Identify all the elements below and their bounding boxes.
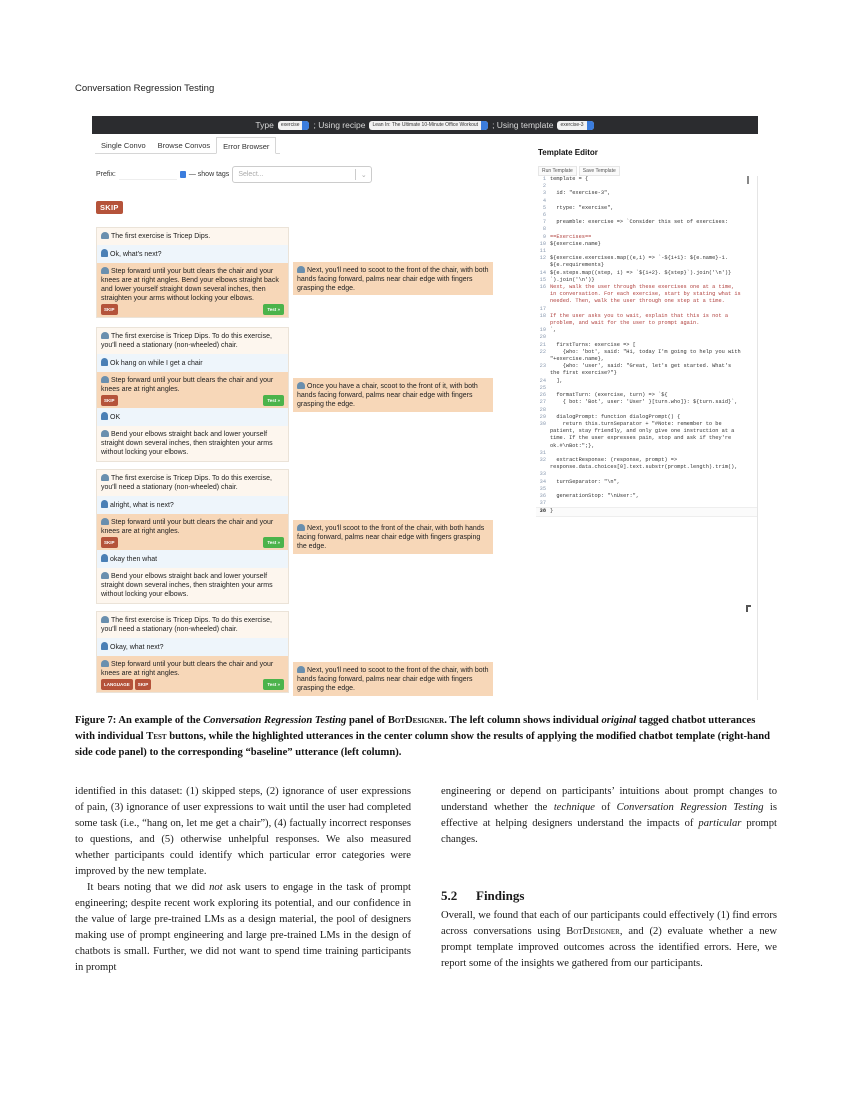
chevron-down-icon: ⌄ xyxy=(355,169,371,180)
skip-tag-filter[interactable]: SKIP xyxy=(96,201,123,214)
bot-utterance xyxy=(97,328,288,354)
figure-caption: Figure 7: An example of the Conversation Regression Testing panel of BotDesigner. The left column shows individual original tagged chatbot utterances with individual Test buttons, while the highlighted utterances in the center column show the results of applying the modified chatbot template (right-hand side code panel) to the corresponding “baseline” utterance (left column). xyxy=(75,715,771,758)
test-result-utterance xyxy=(293,662,493,696)
code-text xyxy=(550,385,757,392)
code-text: {who: 'user', said: "Great, let's get started. What's the first exercise?"} xyxy=(550,363,735,377)
bot-icon xyxy=(297,382,305,389)
utterance-text: Ok hang on while I get a chair xyxy=(110,360,203,367)
line-number: 24 xyxy=(539,377,546,384)
bot-icon xyxy=(101,474,109,481)
code-text xyxy=(550,212,757,219)
skip-tag[interactable]: SKIP xyxy=(101,395,118,406)
code-text xyxy=(550,407,757,414)
utterance-text: The first exercise is Tricep Dips. To do this exercise, you'll need a stationary (non-wheeled) chair. xyxy=(101,617,272,633)
line-number: 10 xyxy=(539,240,546,247)
code-line xyxy=(536,392,757,399)
code-text: extractResponse: (response, prompt) => response.data.choices[0].text.substr(prompt.length).trim(), xyxy=(550,456,738,471)
line-number: 26 xyxy=(539,392,546,399)
select-arrows-icon xyxy=(302,121,309,130)
line-number: 9 xyxy=(542,233,546,240)
tagged-bot-utterance xyxy=(97,656,288,692)
skip-tag[interactable]: SKIP xyxy=(101,537,118,548)
line-number: 7 xyxy=(542,219,546,226)
code-line xyxy=(536,407,757,414)
line-number: 3 xyxy=(542,190,546,197)
utterance-text: The first exercise is Tricep Dips. xyxy=(111,233,211,240)
user-utterance xyxy=(97,638,288,656)
line-number: 29 xyxy=(539,413,546,420)
code-text xyxy=(550,486,757,493)
utterance-text: Step forward until your butt clears the chair and your knees are at right angles. Bend your elbows straight back and lower yourself straight down several inches, then straighten your arms without locking your elbows. xyxy=(101,268,279,302)
tagged-bot-utterance xyxy=(97,514,288,550)
utterance-text: OK xyxy=(110,414,121,421)
user-utterance xyxy=(97,408,288,426)
line-number: 6 xyxy=(542,212,546,219)
code-line xyxy=(536,421,757,450)
tagged-bot-utterance xyxy=(97,263,288,317)
utterance-text: The first exercise is Tricep Dips. To do this exercise, you'll need a stationary (non-wheeled) chair. xyxy=(101,333,272,349)
bot-icon xyxy=(101,572,109,579)
line-number: 1 xyxy=(542,176,546,182)
line-number: 22 xyxy=(539,348,546,355)
test-button[interactable]: Test » xyxy=(263,679,284,690)
code-line xyxy=(536,270,757,277)
recipe-select-value: Lean In: The Ultimate 10-Minute Office Workout xyxy=(372,122,479,128)
code-text: dialogPrompt: function dialogPrompt() { xyxy=(550,413,681,420)
code-text: id: "exercise-3", xyxy=(550,190,611,197)
line-number: 25 xyxy=(539,384,546,391)
code-text xyxy=(550,226,757,233)
utterance-text: Ok, what's next? xyxy=(110,251,162,258)
code-text: {who: 'bot', said: "Hi, today I'm going to help you with "+exercise.name}, xyxy=(550,348,744,363)
prefix-input[interactable] xyxy=(119,170,177,180)
select-arrows-icon xyxy=(481,121,488,130)
code-line xyxy=(536,471,757,478)
code-line xyxy=(536,500,757,507)
utterance-text: Bend your elbows straight back and lower yourself straight down several inches, then straighten your arms without locking your elbows. xyxy=(101,431,273,456)
line-number: 28 xyxy=(539,406,546,413)
code-line xyxy=(536,486,757,493)
body-column-right xyxy=(441,784,777,848)
paragraph: engineering or depend on participants’ intuitions about prompt changes to understand whether the technique of Conversation Regression Testing is effective at helping designers understand the impacts of particular prompt changes. xyxy=(441,786,778,845)
tab-browse-convos[interactable]: Browse Convos xyxy=(157,141,211,150)
result-text: Next, you'll need to scoot to the front of the chair, with both hands facing forward, palms near chair edge with fingers grasping the edge. xyxy=(297,267,489,292)
line-number: 23 xyxy=(539,363,546,370)
template-select[interactable] xyxy=(557,121,593,130)
code-line xyxy=(536,306,757,313)
code-text xyxy=(550,198,757,205)
tagged-bot-utterance xyxy=(97,372,288,408)
code-line xyxy=(536,234,757,241)
paragraph: It bears noting that we did not ask users to engage in the task of prompt engineering; despite recent work exploring its potential, and our confidence in the value of large pre-trained LMs as a design material, the pool of designers making use of prompt engineering and large pre-trained LMs in the design of chatbots is small. Further, we did not want to spend time training participants in prompt xyxy=(75,882,411,973)
code-text: If the user asks you to wait, explain that this is not a problem, and wait for the user to prompt again. xyxy=(550,312,732,327)
utterance-text: Step forward until your butt clears the chair and your knees are at right angles. xyxy=(101,661,274,677)
bot-icon xyxy=(297,266,305,273)
code-line xyxy=(536,176,757,183)
run-template-button[interactable]: Run Template xyxy=(538,166,577,176)
code-line xyxy=(536,363,757,377)
code-text xyxy=(550,248,757,255)
utterance-text: Bend your elbows straight back and lower yourself straight down several inches, then straighten your arms without locking your elbows. xyxy=(101,573,273,598)
code-line xyxy=(536,342,757,349)
template-label: ; Using template xyxy=(492,120,554,130)
section-heading xyxy=(441,888,524,904)
code-line xyxy=(536,241,757,248)
tab-single-convo[interactable]: Single Convo xyxy=(101,141,146,150)
code-text: ${e.steps.map((step, i) => `${i+2}. ${step}`).join('\n')} xyxy=(550,269,732,276)
line-number: 33 xyxy=(539,471,546,478)
running-head: Conversation Regression Testing xyxy=(75,83,215,94)
conversation-card xyxy=(96,611,289,693)
code-text: formatTurn: (exercise, turn) => `${ xyxy=(550,392,668,399)
show-tags-label: — show tags xyxy=(188,171,230,178)
code-text xyxy=(550,183,757,190)
line-number: 19 xyxy=(539,327,546,334)
bot-utterance xyxy=(97,426,288,461)
code-line xyxy=(536,334,757,341)
line-number: 30 xyxy=(539,420,546,427)
line-number: 11 xyxy=(539,248,546,255)
view-tabs xyxy=(95,137,280,154)
utterance-text: alright, what is next? xyxy=(110,502,174,509)
bot-icon xyxy=(101,232,109,239)
user-utterance xyxy=(97,550,288,568)
result-text: Next, you'll need to scoot to the front of the chair, with both hands facing forward, palms near chair edge with fingers grasping the edge. xyxy=(297,667,489,692)
line-number: 2 xyxy=(542,183,546,190)
line-number: 20 xyxy=(539,334,546,341)
template-select-value: exercise-3 xyxy=(560,122,584,128)
prefix-stepper-icon[interactable] xyxy=(180,171,186,178)
utterance-text: okay then what xyxy=(110,556,158,563)
line-number: 27 xyxy=(539,399,546,406)
bot-icon xyxy=(101,430,109,437)
line-number: 8 xyxy=(542,226,546,233)
user-icon xyxy=(101,358,108,366)
code-line xyxy=(536,479,757,486)
code-line xyxy=(536,277,757,284)
line-number: 38 xyxy=(539,508,546,515)
type-select-value: exercise xyxy=(280,122,300,128)
user-icon xyxy=(101,412,108,420)
paragraph: Overall, we found that each of our participants could effectively (1) find errors across conversations using BotDesigner, and (2) evaluate whether a new prompt template improved outcomes across the identified errors. Here, we report some of the insights we gathered from our participants. xyxy=(441,910,777,969)
user-icon xyxy=(101,642,108,650)
resize-handle-icon[interactable] xyxy=(746,605,751,612)
line-number: 16 xyxy=(539,284,546,291)
tags-select-placeholder: Select... xyxy=(238,171,264,178)
bot-utterance xyxy=(97,228,288,245)
line-number: 37 xyxy=(539,500,546,507)
bot-icon xyxy=(297,524,305,531)
line-number: 35 xyxy=(539,485,546,492)
line-number: 18 xyxy=(539,312,546,319)
code-line xyxy=(536,385,757,392)
code-line xyxy=(536,399,757,406)
code-line xyxy=(536,226,757,233)
test-button[interactable]: Test » xyxy=(263,395,284,406)
line-number: 5 xyxy=(542,204,546,211)
save-template-button[interactable]: Save Template xyxy=(579,166,620,176)
recipe-toolbar xyxy=(92,116,758,134)
bot-icon xyxy=(101,660,109,667)
code-line xyxy=(536,507,757,516)
user-icon xyxy=(101,554,108,562)
template-editor-title: Template Editor xyxy=(538,148,598,157)
code-text: ==Exercises== xyxy=(550,233,592,240)
code-line xyxy=(536,493,757,500)
code-text: `).join('\n')} xyxy=(550,276,595,283)
bot-icon xyxy=(101,616,109,623)
code-line xyxy=(536,414,757,421)
code-text xyxy=(550,334,757,341)
line-number: 14 xyxy=(539,269,546,276)
code-text: turnSeparator: "\n", xyxy=(550,478,620,485)
bot-icon xyxy=(101,518,109,525)
user-utterance xyxy=(97,354,288,372)
code-line xyxy=(536,284,757,306)
code-text: template = { xyxy=(550,176,589,182)
tab-error-browser[interactable]: Error Browser xyxy=(216,137,276,154)
code-line xyxy=(536,457,757,471)
user-utterance xyxy=(97,245,288,263)
bot-icon xyxy=(101,267,109,274)
code-line xyxy=(536,313,757,327)
code-text: `, xyxy=(550,327,557,334)
bot-utterance xyxy=(97,568,288,603)
section-title: Findings xyxy=(476,888,525,903)
result-text: Once you have a chair, scoot to the front of it, with both hands facing forward, palms near chair edge with fingers grasping the edge. xyxy=(297,383,478,408)
paragraph: identified in this dataset: (1) skipped steps, (2) ignorance of user expressions of pain, (3) ignorance of user expressions to wait until the user had completed some task (i.e., “hang on, let me get a chair”), (4) factually incorrect responses to questions, and (5) otherwise unhelpful responses. We also measured whether participants could identify which particular error categories were improved by the new template. xyxy=(75,786,411,877)
type-label: Type xyxy=(255,120,274,130)
code-text: generationStop: "\nUser:", xyxy=(550,492,640,499)
result-text: Next, you'll scoot to the front of the chair, with both hands facing forward, palms near chair edge with fingers grasping the edge. xyxy=(297,525,485,550)
language-tag[interactable]: LANGUAGE xyxy=(101,679,133,690)
code-line xyxy=(536,327,757,334)
test-result-utterance xyxy=(293,520,493,554)
test-button[interactable]: Test » xyxy=(263,537,284,548)
conversation-card xyxy=(96,469,289,604)
filter-row xyxy=(96,166,372,183)
bot-icon xyxy=(101,332,109,339)
code-line xyxy=(536,190,757,197)
type-select[interactable] xyxy=(278,121,310,130)
utterance-text: Okay, what next? xyxy=(110,644,164,651)
bot-icon xyxy=(101,376,109,383)
editor-toolbar xyxy=(538,166,620,176)
code-line xyxy=(536,349,757,363)
code-text xyxy=(550,500,757,507)
code-text: ], xyxy=(550,377,563,384)
code-line xyxy=(536,219,757,226)
conversation-card xyxy=(96,327,289,462)
code-text xyxy=(550,450,757,457)
body-column-left xyxy=(75,784,411,976)
code-line xyxy=(536,198,757,205)
utterance-text: Step forward until your butt clears the chair and your knees are at right angles. xyxy=(101,377,274,393)
line-number: 31 xyxy=(539,449,546,456)
line-number: 32 xyxy=(539,456,546,463)
code-text: ${exercise.exercises.map((e,i) => `-${i+1}: ${e.name}-1. ${e.requirements} xyxy=(550,255,732,269)
editor-scrollbar[interactable] xyxy=(747,176,749,184)
recipe-select[interactable] xyxy=(369,121,488,130)
utterance-text: Step forward until your butt clears the chair and your knees are at right angles. xyxy=(101,519,274,535)
test-result-utterance xyxy=(293,262,493,295)
code-text: return this.turnSeparator + "#Note: remember to be patient, stay friendly, and only give one instruction at a time. If the user expresses pain, stop and ask if they're ok.#\nBot:";}, xyxy=(550,420,738,449)
code-text: firstTurns: exercise => [ xyxy=(550,341,636,348)
code-text: preamble: exercise => `Consider this set of exercises: xyxy=(550,219,729,226)
bot-utterance xyxy=(97,470,288,496)
utterance-text: The first exercise is Tricep Dips. To do this exercise, you'll need a stationary (non-wheeled) chair. xyxy=(101,475,272,491)
select-arrows-icon xyxy=(587,121,594,130)
line-number: 36 xyxy=(539,492,546,499)
test-button[interactable]: Test » xyxy=(263,304,284,315)
test-result-utterance xyxy=(293,378,493,412)
prefix-label: Prefix: xyxy=(96,171,116,178)
code-line xyxy=(536,255,757,269)
code-line xyxy=(536,183,757,190)
line-number: 34 xyxy=(539,478,546,485)
tags-select[interactable] xyxy=(232,166,372,183)
code-line xyxy=(536,205,757,212)
code-text: ${exercise.name} xyxy=(550,240,601,247)
line-number: 21 xyxy=(539,341,546,348)
skip-tag[interactable]: SKIP xyxy=(101,304,118,315)
bot-icon xyxy=(297,666,305,673)
code-text xyxy=(550,306,757,313)
line-number: 17 xyxy=(539,305,546,312)
code-line xyxy=(536,450,757,457)
skip-tag[interactable]: SKIP xyxy=(135,679,152,690)
bot-utterance xyxy=(97,612,288,638)
conversation-card xyxy=(96,227,289,318)
section-number: 5.2 xyxy=(441,888,458,903)
recipe-label: ; Using recipe xyxy=(313,120,366,130)
code-text: { bot: 'Bot', user: 'User' }[turn.who]}: ${turn.said}`, xyxy=(550,399,738,406)
figure-screenshot xyxy=(92,116,758,700)
line-number: 4 xyxy=(542,197,546,204)
code-text: } xyxy=(550,508,554,515)
user-utterance xyxy=(97,496,288,514)
user-icon xyxy=(101,249,108,257)
code-text xyxy=(550,471,757,478)
line-number: 12 xyxy=(539,255,546,262)
user-icon xyxy=(101,500,108,508)
code-text: rtype: "exercise", xyxy=(550,204,614,211)
code-text: Next, walk the user through these exercises one at a time, in conversation. For each exercise, start by stating what is needed. Then, walk the user through one step at a time. xyxy=(550,284,744,305)
code-editor[interactable] xyxy=(536,176,758,700)
code-line xyxy=(536,248,757,255)
line-number: 15 xyxy=(539,276,546,283)
code-line xyxy=(536,212,757,219)
code-line xyxy=(536,378,757,385)
